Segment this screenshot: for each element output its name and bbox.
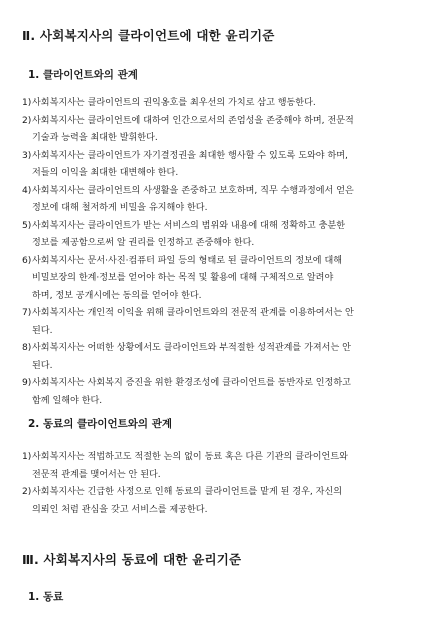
list-item xyxy=(22,113,434,148)
section-2-2-title: 2. 동료의 클라이언트와의 관계 xyxy=(28,418,172,430)
list-item xyxy=(22,305,434,340)
item-text-line: 사회복지사는 적법하고도 적절한 논의 없이 동료 혹은 다른 기관의 클라이언트와 xyxy=(32,452,348,462)
item-text-line: 의뢰인 처럼 관심을 갖고 서비스를 제공한다. xyxy=(32,504,208,515)
list-item xyxy=(22,183,434,218)
item-text-line: 전문적 관계를 맺어서는 안 된다. xyxy=(32,469,161,480)
item-number: 9) xyxy=(22,378,32,388)
item-text-line: 기술과 능력을 최대한 발휘한다. xyxy=(32,133,158,143)
item-number: 2) xyxy=(22,487,32,497)
list-item xyxy=(22,95,434,113)
item-text-line: 사회복지사는 긴급한 사정으로 인해 동료의 클라이언트를 맡게 된 경우, 자신의 xyxy=(32,487,343,497)
item-number: 1) xyxy=(22,98,32,108)
item-number: 1) xyxy=(22,452,32,462)
item-text-line: 사회복지사는 어떠한 상황에서도 클라이언트와 부적절한 성적관계를 가져서는 안 xyxy=(32,343,351,353)
item-text-line: 사회복지사는 클라이언트가 받는 서비스의 범위와 내용에 대해 정확하고 충분한 xyxy=(32,220,346,231)
section-3-1-title: 1. 동료 xyxy=(28,591,64,603)
item-text-line: 사회복지사는 클라이언트의 권익옹호를 최우선의 가치로 삼고 행동한다. xyxy=(32,98,316,108)
item-number: 5) xyxy=(22,220,32,231)
item-text-line: 사회복지사는 클라이언트가 자기결정권을 최대한 행사할 수 있도록 도와야 하며, xyxy=(32,150,348,161)
item-number: 4) xyxy=(22,185,32,196)
list-item xyxy=(22,449,434,484)
section-3-title: Ⅲ. 사회복지사의 동료에 대한 윤리기준 xyxy=(22,552,242,567)
item-text-line: 정보를 제공함으로써 알 권리를 인정하고 존중해야 한다. xyxy=(32,238,255,248)
item-number: 8) xyxy=(22,343,32,353)
section-2-title: Ⅱ. 사회복지사의 클라이언트에 대한 윤리기준 xyxy=(22,28,275,43)
item-text-line: 정보에 대해 철저하게 비밀을 유지해야 한다. xyxy=(32,203,208,213)
item-text-line: 하며, 정보 공개시에는 동의를 얻어야 한다. xyxy=(32,290,202,301)
list-item xyxy=(22,148,434,183)
list-item xyxy=(22,484,434,519)
item-number: 6) xyxy=(22,255,32,266)
item-text-line: 사회복지사는 클라이언트에 대하여 인간으로서의 존엄성을 존중해야 하며, 전문적 xyxy=(32,115,354,126)
item-text-line: 된다. xyxy=(32,325,53,336)
item-text-line: 사회복지사는 클라이언트의 사생활을 존중하고 보호하며, 직무 수행과정에서 얻은 xyxy=(32,185,354,196)
item-text-line: 사회복지사는 사회복지 증진을 위한 환경조성에 클라이언트를 동반자로 인정하고 xyxy=(32,378,351,388)
item-text-line: 함께 일해야 한다. xyxy=(32,395,103,406)
list-item xyxy=(22,218,434,253)
item-text-line: 저들의 이익을 최대한 대변해야 한다. xyxy=(32,168,179,178)
list-item xyxy=(22,375,434,410)
list-item xyxy=(22,340,434,375)
item-number: 3) xyxy=(22,150,32,161)
item-text-line: 사회복지사는 개인적 이익을 위해 클라이언트와의 전문적 관계를 이용하여서는 안 xyxy=(32,308,354,318)
item-number: 2) xyxy=(22,115,32,126)
item-number: 7) xyxy=(22,308,32,318)
item-text-line: 사회복지사는 문서·사진·컴퓨터 파일 등의 형태로 된 클라이언트의 정보에 대해 xyxy=(32,255,343,266)
list-item xyxy=(22,253,434,306)
item-text-line: 비밀보장의 한계·정보를 얻어야 하는 목적 및 활용에 대해 구체적으로 알려야 xyxy=(32,273,334,283)
section-2-1-title: 1. 클라이언트와의 관계 xyxy=(28,69,138,81)
item-text-line: 된다. xyxy=(32,360,53,371)
